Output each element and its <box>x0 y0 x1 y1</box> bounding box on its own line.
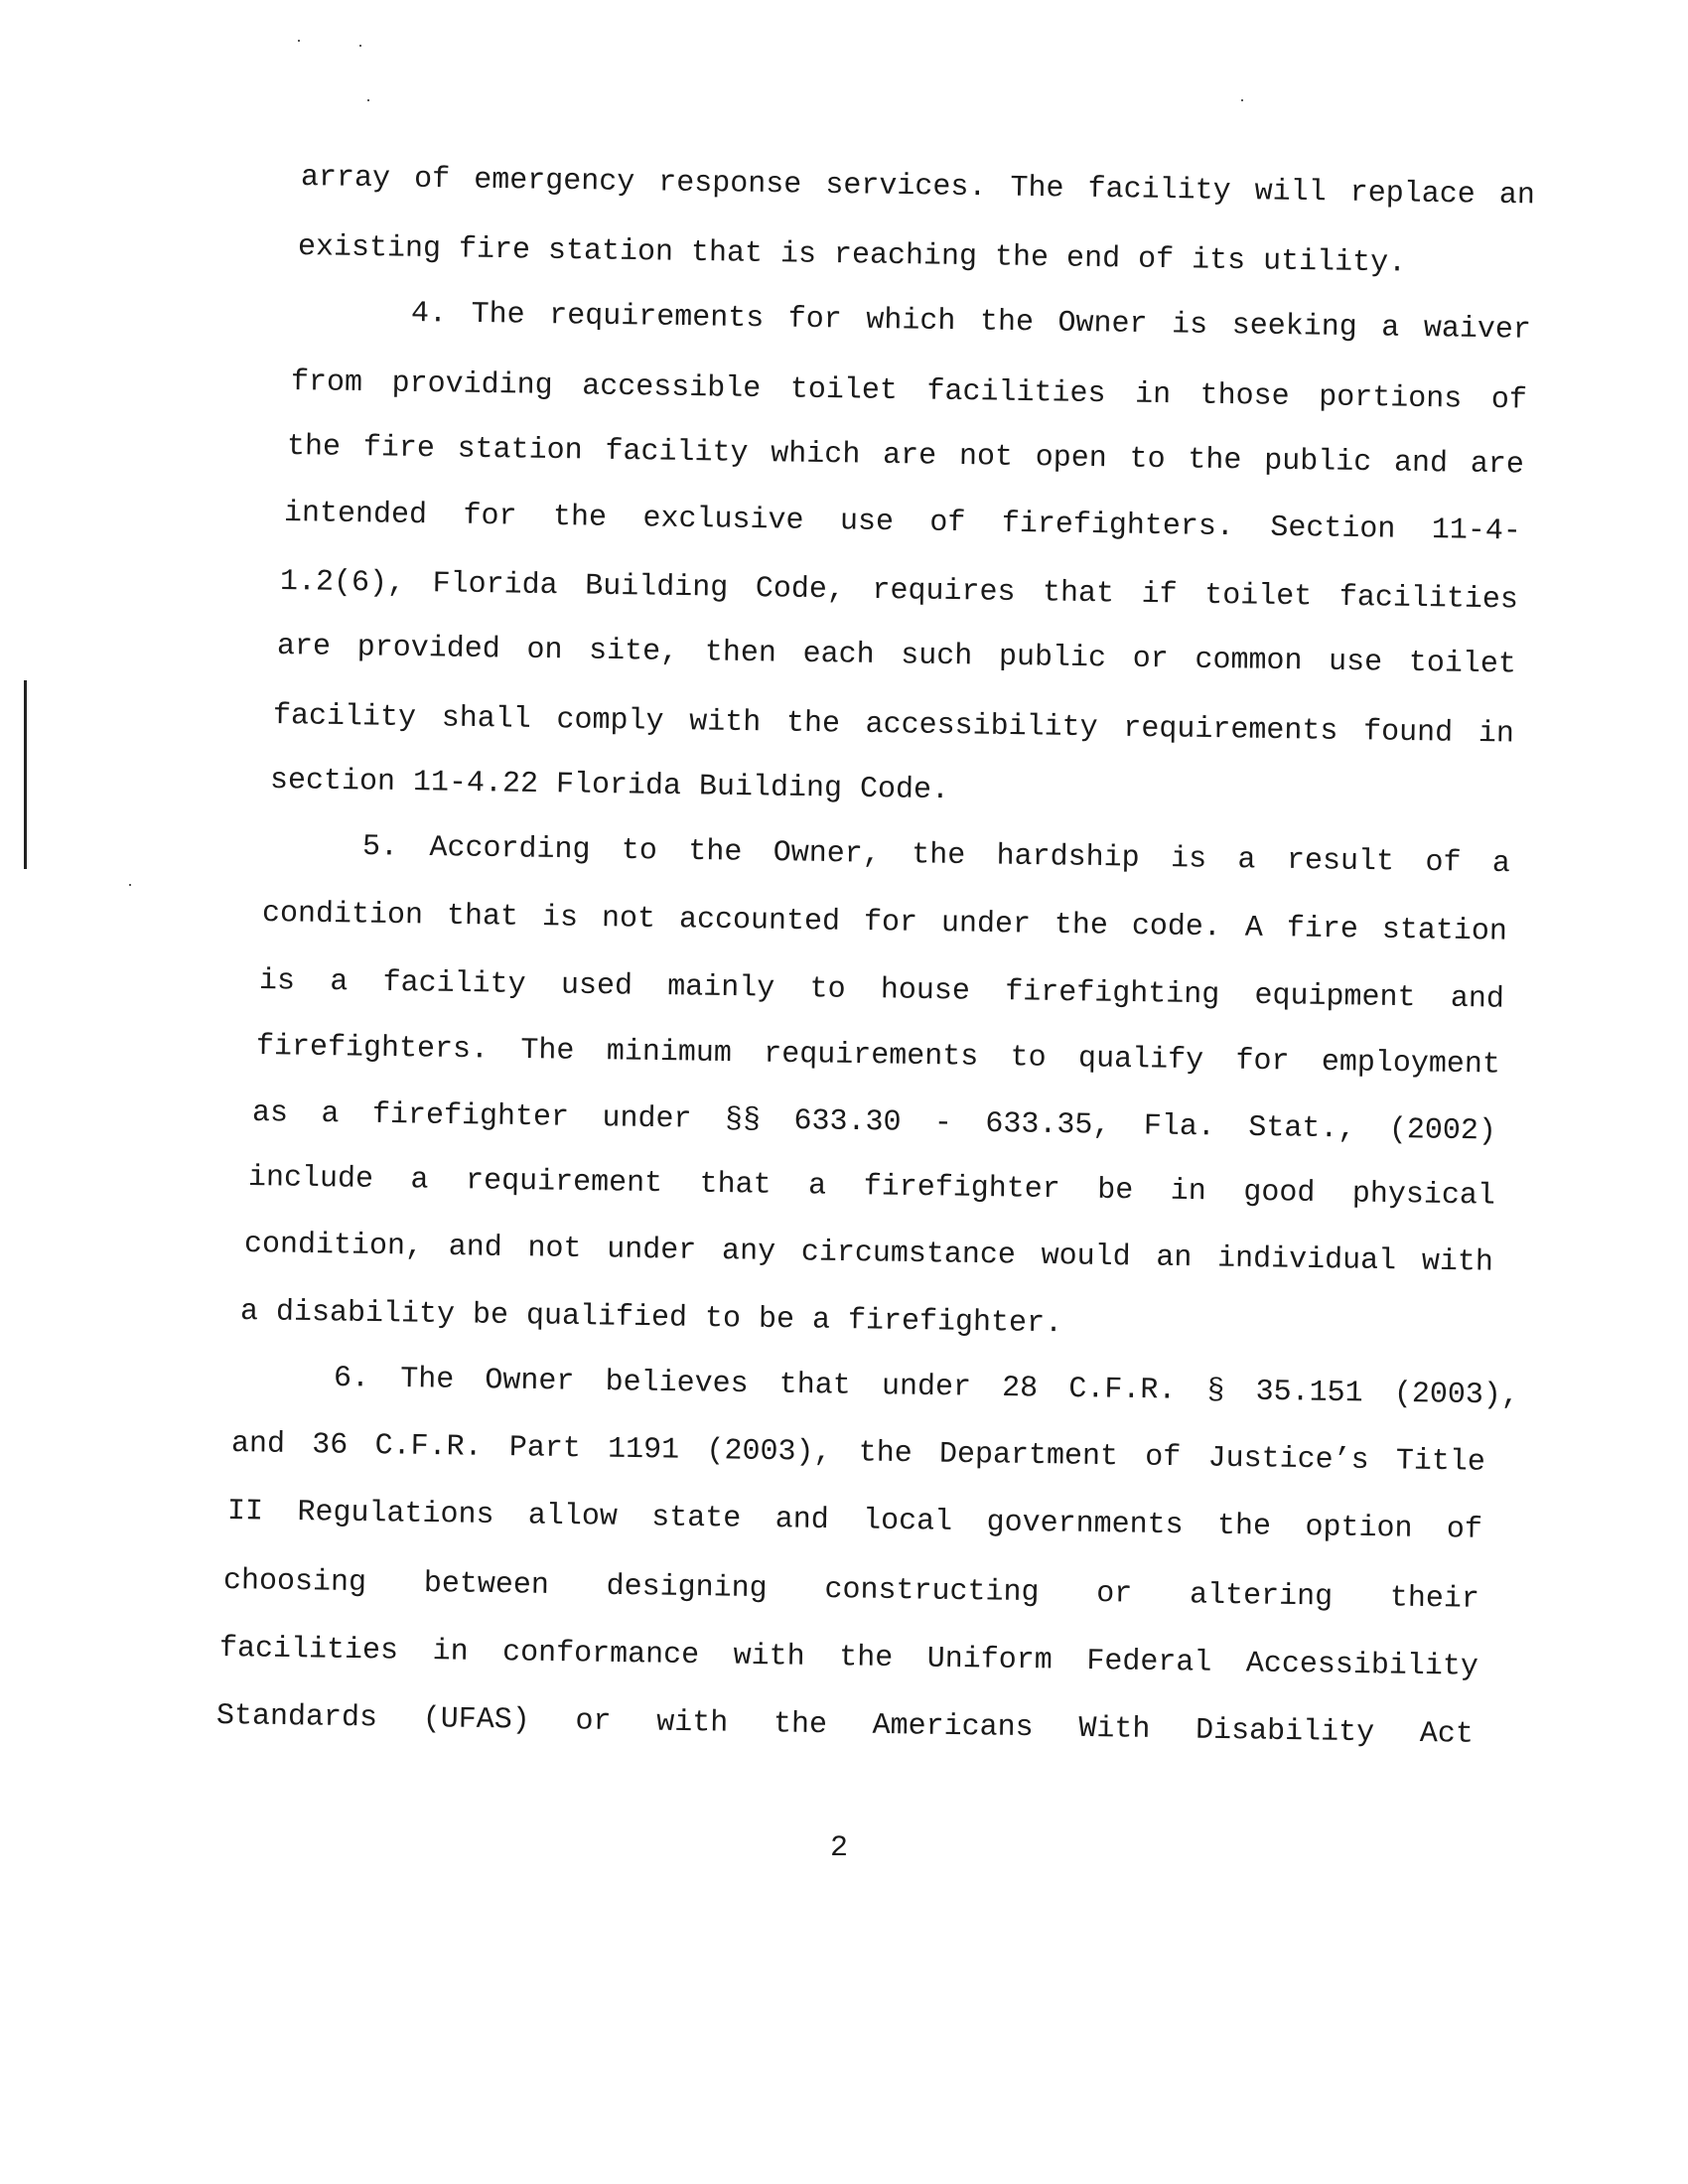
text-line: is a facility used mainly to house firefighting equipment and <box>258 964 1505 1017</box>
scan-speck <box>298 40 300 42</box>
paragraph-5-start: 5. According to the Owner, the hardship is a result of a <box>361 830 1511 882</box>
text-line: and 36 C.F.R. Part 1191 (2003), the Department of Justice’s Title <box>230 1427 1486 1480</box>
text-line: choosing between designing constructing or altering their <box>222 1564 1480 1617</box>
text-line: from providing accessible toilet facilities in those portions of <box>290 365 1528 418</box>
text-line: condition that is not accounted for under the code. A fire station <box>261 897 1508 949</box>
scan-speck <box>359 45 361 47</box>
scan-artifact-bar <box>24 680 27 869</box>
paragraph-4-start: 4. The requirements for which the Owner is seeking a waiver <box>410 297 1532 348</box>
text-line: section 11-4.22 Florida Building Code. <box>269 764 950 808</box>
text-line: 1.2(6), Florida Building Code, requires that if toilet facilities <box>279 565 1519 618</box>
text-line: firefighters. The minimum requirements to qualify for employment <box>255 1030 1501 1083</box>
text-line: existing fire station that is reaching the end of its utility. <box>297 230 1407 281</box>
text-line: are provided on site, then each such public or common use toilet <box>276 630 1517 682</box>
scan-speck <box>367 99 369 101</box>
text-line: include a requirement that a firefighter be in good physical <box>247 1161 1496 1214</box>
text-line: the fire station facility which are not open to the public and are <box>286 430 1525 483</box>
text-line: condition, and not under any circumstance would an individual with <box>243 1228 1494 1280</box>
text-line: array of emergency response services. The facility will replace an <box>300 161 1536 214</box>
scan-speck <box>1241 99 1243 101</box>
text-line: Standards (UFAS) or with the Americans With Disability Act <box>215 1699 1475 1752</box>
scan-speck <box>129 884 131 886</box>
text-line: facilities in conformance with the Uniform Federal Accessibility <box>218 1632 1479 1684</box>
text-line: a disability be qualified to be a firefighter. <box>239 1295 1063 1342</box>
page-number: 2 <box>830 1831 849 1865</box>
text-line: II Regulations allow state and local governments the option of <box>226 1495 1483 1547</box>
text-line: as a firefighter under §§ 633.30 - 633.35, Fla. Stat., (2002) <box>251 1096 1497 1149</box>
text-line: facility shall comply with the accessibility requirements found in <box>272 699 1515 752</box>
text-line: intended for the exclusive use of firefighters. Section 11-4- <box>283 497 1522 549</box>
paragraph-6-start: 6. The Owner believes that under 28 C.F.R. § 35.151 (2003), <box>333 1362 1520 1413</box>
